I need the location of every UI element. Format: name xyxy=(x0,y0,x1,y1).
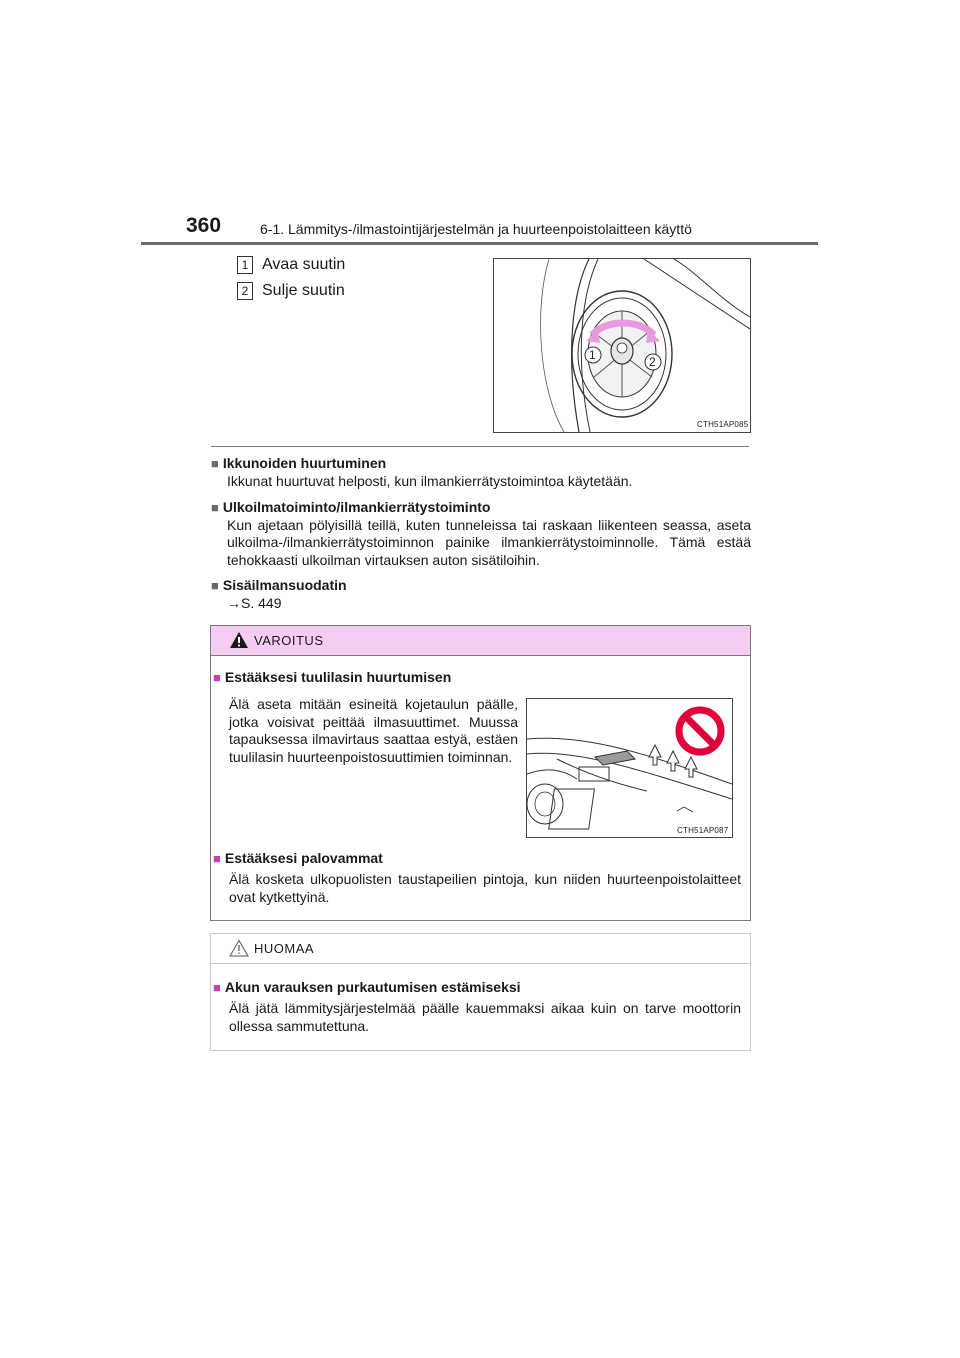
step-open-vent xyxy=(237,256,345,274)
section-title: 6-1. Lämmitys-/ilmastointijärjestelmän ja huurteenpoistolaitteen käyttö xyxy=(260,221,692,237)
section-divider xyxy=(211,446,749,447)
square-bullet-icon: ■ xyxy=(213,980,221,995)
step-number: 2 xyxy=(237,282,253,300)
info-item xyxy=(211,577,751,612)
notice-heading: ■ Akun varauksen purkautumisen estämiseksi xyxy=(213,979,521,995)
info-body: Ikkunat huurtuvat helposti, kun ilmankierrätystoimintoa käytetään. xyxy=(227,472,633,489)
info-body: Kun ajetaan pölyisillä teillä, kuten tunneleissa tai raskaan liikenteen seassa, aseta ulkoilma-/ilmankierrätystoiminnon painike ilmankierrätystoiminnolle. Tämä estää tehokkaasti ulkoilman virtauksen auton sisätiloihin. xyxy=(227,516,751,568)
callouts xyxy=(494,259,750,432)
prohibited-icon xyxy=(674,705,726,757)
figure-code: CTH51AP085 xyxy=(697,420,749,429)
warning-triangle-icon xyxy=(229,631,249,649)
warning-text: Älä aseta mitään esineitä kojetaulun päälle, jotka voisivat peittää ilmasuuttimet. Muussa tapauksessa ilmavirtaus saattaa estyä, estäen tuulilasin huurteenpoistosuuttimien toiminnan. xyxy=(229,696,518,765)
notice-title: HUOMAA xyxy=(254,941,315,956)
square-bullet-icon: ■ xyxy=(211,500,219,515)
square-bullet-icon: ■ xyxy=(213,670,221,685)
page-number: 360 xyxy=(186,214,222,237)
step-label: Sulje suutin xyxy=(262,282,345,299)
info-body: →S. 449 xyxy=(227,594,282,611)
notice-header xyxy=(211,934,750,964)
callout-1: 1 xyxy=(589,348,596,362)
step-close-vent xyxy=(237,282,345,300)
info-item xyxy=(211,499,751,569)
warning-title: VAROITUS xyxy=(254,633,324,648)
info-heading: ■ Sisäilmansuodatin xyxy=(211,577,347,593)
warning-heading: ■ Estääksesi palovammat xyxy=(213,850,383,866)
info-heading: ■ Ikkunoiden huurtuminen xyxy=(211,455,387,471)
warning-heading: ■ Estääksesi tuulilasin huurtumisen xyxy=(213,669,452,685)
vent-illustration xyxy=(493,258,751,433)
warning-header xyxy=(211,626,750,656)
dashboard-illustration xyxy=(526,698,733,838)
square-bullet-icon: ■ xyxy=(211,456,219,471)
notice-box xyxy=(210,933,751,1051)
step-label: Avaa suutin xyxy=(262,256,346,273)
square-bullet-icon: ■ xyxy=(211,578,219,593)
warning-box xyxy=(210,625,751,921)
info-item xyxy=(211,455,751,490)
warning-text: Älä kosketa ulkopuolisten taustapeilien pintoja, kun niiden huurteenpoistolaitteet ovat kytkettyinä. xyxy=(229,871,741,905)
notice-text: Älä jätä lämmitysjärjestelmää päälle kauemmaksi aikaa kuin on tarve moottorin ollessa sammutettuna. xyxy=(229,1000,741,1034)
header-divider xyxy=(141,242,818,245)
step-number: 1 xyxy=(237,256,253,274)
caution-triangle-icon xyxy=(229,939,249,957)
info-heading: ■ Ulkoilmatoiminto/ilmankierrätystoiminto xyxy=(211,499,491,515)
callout-2: 2 xyxy=(649,355,656,369)
square-bullet-icon: ■ xyxy=(213,851,221,866)
figure-code: CTH51AP087 xyxy=(677,826,729,835)
